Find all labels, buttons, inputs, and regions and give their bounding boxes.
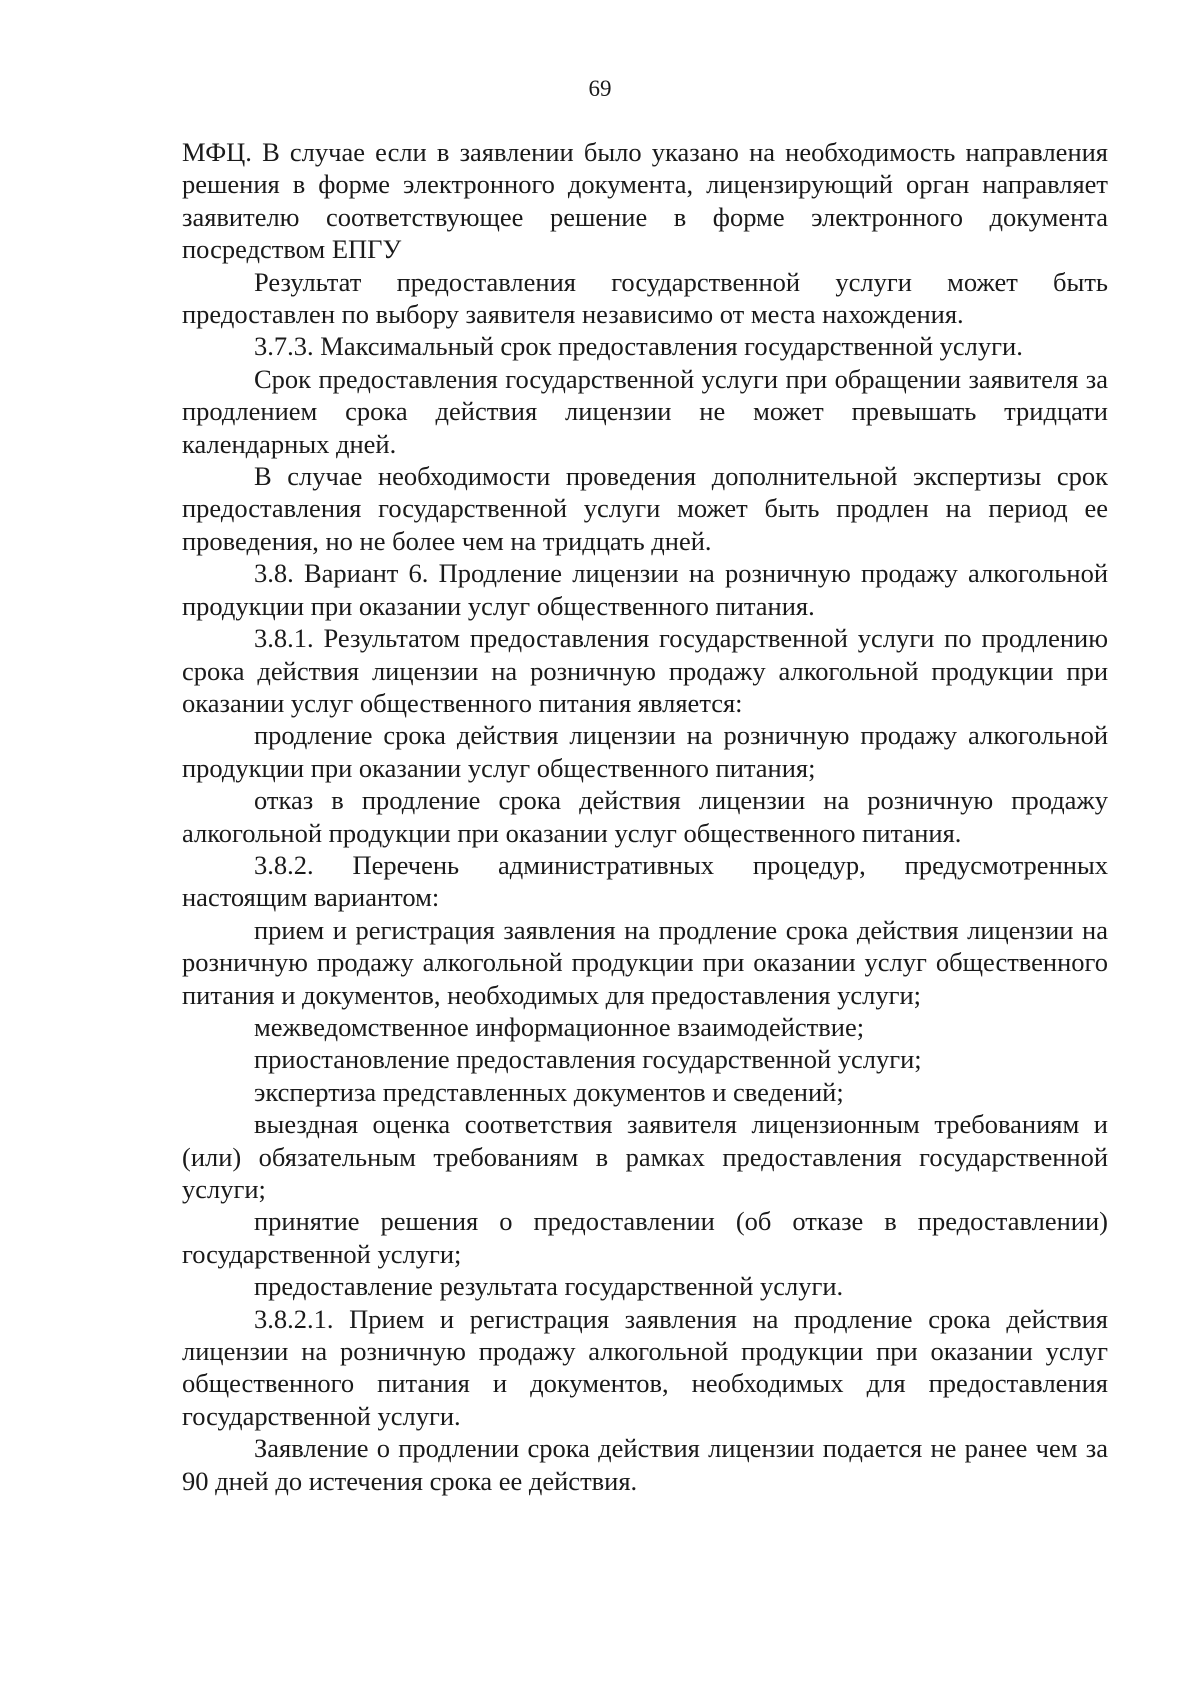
paragraph: В случае необходимости проведения дополнительной экспертизы срок предоставления государственной услуги может быть продлен на период ее проведения, но не более чем на тридцать дней. xyxy=(182,461,1108,556)
list-item: экспертиза представленных документов и сведений; xyxy=(254,1076,844,1107)
list-item: продление срока действия лицензии на розничную продажу алкогольной продукции при оказании услуг общественного питания; xyxy=(182,720,1108,783)
list-item: выездная оценка соответствия заявителя лицензионным требованиям и (или) обязательным требованиям в рамках предоставления государственной услуги; xyxy=(182,1109,1108,1204)
paragraph: МФЦ. В случае если в заявлении было указано на необходимость направления решения в форме электронного документа, лицензирующий орган направляет заявителю соответствующее решение в форме электронного документа посредством ЕПГУ xyxy=(182,137,1108,265)
paragraph: Заявление о продлении срока действия лицензии подается не ранее чем за 90 дней до истечения срока ее действия. xyxy=(182,1433,1108,1496)
section-heading-3-8-1: 3.8.1. Результатом предоставления государственной услуги по продлению срока действия лицензии на розничную продажу алкогольной продукции при оказании услуг общественного питания является: xyxy=(182,623,1108,718)
section-heading-3-7-3: 3.7.3. Максимальный срок предоставления государственной услуги. xyxy=(254,331,1023,362)
list-item: предоставление результата государственной услуги. xyxy=(254,1271,844,1302)
paragraph: Результат предоставления государственной услуги может быть предоставлен по выбору заявителя независимо от места нахождения. xyxy=(182,266,1108,330)
section-heading-3-8: 3.8. Вариант 6. Продление лицензии на розничную продажу алкогольной продукции при оказании услуг общественного питания. xyxy=(182,558,1108,621)
list-item: отказ в продление срока действия лицензии на розничную продажу алкогольной продукции при оказании услуг общественного питания. xyxy=(182,785,1108,848)
list-item: межведомственное информационное взаимодействие; xyxy=(254,1011,865,1042)
list-item: принятие решения о предоставлении (об отказе в предоставлении) государственной услуги; xyxy=(182,1206,1108,1269)
list-item: прием и регистрация заявления на продление срока действия лицензии на розничную продажу алкогольной продукции при оказании услуг общественного питания и документов, необходимых для предоставления услуги; xyxy=(182,914,1108,1010)
page-number: 69 xyxy=(588,76,612,101)
section-heading-3-8-2-1: 3.8.2.1. Прием и регистрация заявления на продление срока действия лицензии на розничную продажу алкогольной продукции при оказании услуг общественного питания и документов, необходимых для предоставления государственной услуги. xyxy=(182,1303,1108,1431)
document-body xyxy=(182,136,1108,1497)
section-heading-3-8-2: 3.8.2. Перечень административных процедур, предусмотренных настоящим вариантом: xyxy=(182,849,1108,913)
paragraph: Срок предоставления государственной услуги при обращении заявителя за продлением срока действия лицензии не может превышать тридцати календарных дней. xyxy=(182,363,1108,459)
list-item: приостановление предоставления государственной услуги; xyxy=(254,1044,922,1075)
